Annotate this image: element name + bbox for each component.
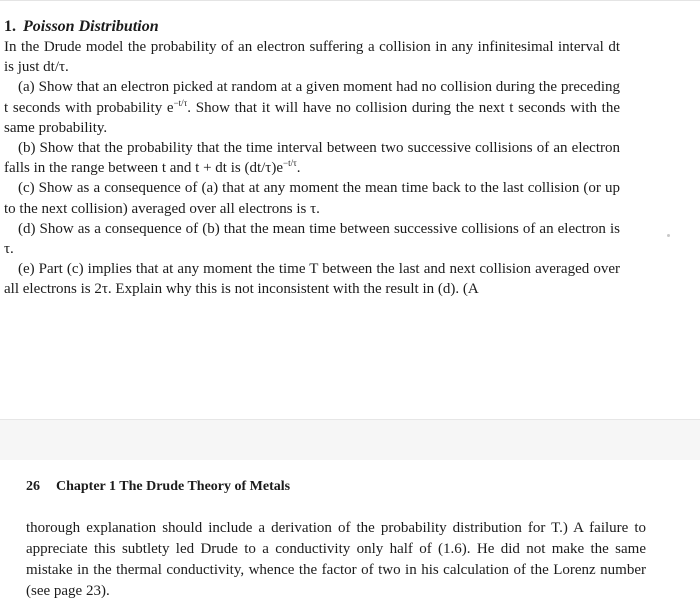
part-b (4, 138, 620, 178)
part-label: (e) (18, 261, 35, 278)
part-e (4, 259, 620, 299)
part-text-after: . Show that it will have no collision during the next t seconds with the same probability. (4, 99, 620, 136)
continuation-block (26, 518, 646, 602)
part-label: (d) (18, 220, 36, 237)
part-a (4, 77, 620, 138)
problem-title: Poisson Distribution (23, 18, 159, 35)
scan-speck (667, 234, 670, 237)
page-break-band (0, 420, 700, 460)
part-text: Show as a consequence of (a) that at any moment the mean time back to the last collision (or up to the next collision) averaged over all electrons is τ. (4, 180, 620, 217)
page-number: 26 (26, 479, 40, 494)
chapter-title: Chapter 1 The Drude Theory of Metals (56, 479, 291, 494)
problem-block (4, 17, 620, 300)
top-rule (0, 0, 700, 1)
exponent: −t/τ (283, 158, 297, 169)
part-text-after: . (296, 160, 301, 177)
problem-heading (4, 17, 620, 37)
problem-number: 1. (4, 18, 16, 35)
continuation-text: thorough explanation should include a derivation of the probability distribution for T.) A failure to appreciate this subtlety led Drude to a conductivity only half of (1.6). He did not make the same mistake in the thermal conductivity, whence the factor of two in his calculation of the Lorenz number (see page 23). (26, 520, 646, 599)
part-text: Show that the probability that the time interval between two successive collisions of an electron falls in the range between t and t + dt is (dt/τ)e (4, 140, 620, 177)
exponent: −t/τ (173, 97, 188, 108)
part-c (4, 178, 620, 218)
part-label: (a) (18, 79, 35, 96)
part-label: (c) (18, 180, 35, 197)
part-text: Show as a consequence of (b) that the mean time between successive collisions of an electron is τ. (4, 220, 620, 258)
problem-intro: In the Drude model the probability of an electron suffering a collision in any infinitesimal interval dt is just dt/τ. (4, 39, 620, 76)
running-head (26, 479, 290, 495)
part-text: Show that an electron picked at random at a given moment had no collision during the preceding t seconds with probability e (4, 79, 620, 116)
part-label: (b) (18, 140, 36, 157)
part-d (4, 219, 620, 259)
part-text: Part (c) implies that at any moment the time T between the last and next collision averaged over all electrons is 2τ. Explain why this is not inconsistent with the result in (d). (A (4, 261, 620, 298)
